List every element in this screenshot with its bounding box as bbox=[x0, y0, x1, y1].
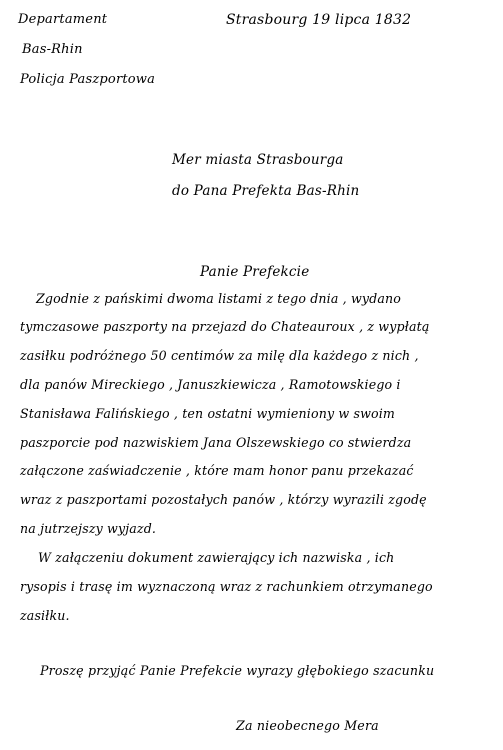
body-line: wraz z paszportami pozostałych panów , którzy wyrazili zgodę bbox=[20, 492, 427, 507]
closing-line: Proszę przyjąć Panie Prefekcie wyrazy głębokiego szacunku bbox=[40, 663, 435, 678]
body-line: rysopis i trasę im wyznaczoną wraz z rachunkiem otrzymanego bbox=[20, 579, 433, 594]
body-line: zasiłku podróżnego 50 centimów za milę dla każdego z nich , bbox=[20, 348, 419, 363]
body-line: W załączeniu dokument zawierający ich nazwiska , ich bbox=[38, 550, 395, 565]
body-line: Zgodnie z pańskimi dwoma listami z tego dnia , wydano bbox=[36, 291, 402, 306]
sender-line-region: Bas-Rhin bbox=[22, 42, 83, 57]
body-line: paszporcie pod nazwiskiem Jana Olszewskiego co stwierdza bbox=[20, 435, 412, 450]
body-line: zasiłku. bbox=[20, 608, 70, 623]
address-line-from: Mer miasta Strasbourga bbox=[172, 152, 344, 168]
address-line-to: do Pana Prefekta Bas-Rhin bbox=[172, 183, 360, 199]
sender-line-office: Policja Paszportowa bbox=[20, 72, 156, 87]
body-line: załączone zaświadczenie , które mam honor panu przekazać bbox=[20, 463, 414, 478]
salutation: Panie Prefekcie bbox=[200, 264, 310, 280]
body-line: tymczasowe paszporty na przejazd do Chateauroux , z wypłatą bbox=[20, 319, 430, 334]
body-line: dla panów Mireckiego , Januszkiewicza , Ramotowskiego i bbox=[20, 377, 401, 392]
letter-date: Strasbourg 19 lipca 1832 bbox=[226, 12, 412, 28]
body-line: Stanisława Falińskiego , ten ostatni wymieniony w swoim bbox=[20, 406, 396, 421]
body-line: na jutrzejszy wyjazd. bbox=[20, 521, 157, 536]
signature-line: Za nieobecnego Mera bbox=[236, 718, 379, 733]
sender-line-department: Departament bbox=[18, 12, 108, 27]
